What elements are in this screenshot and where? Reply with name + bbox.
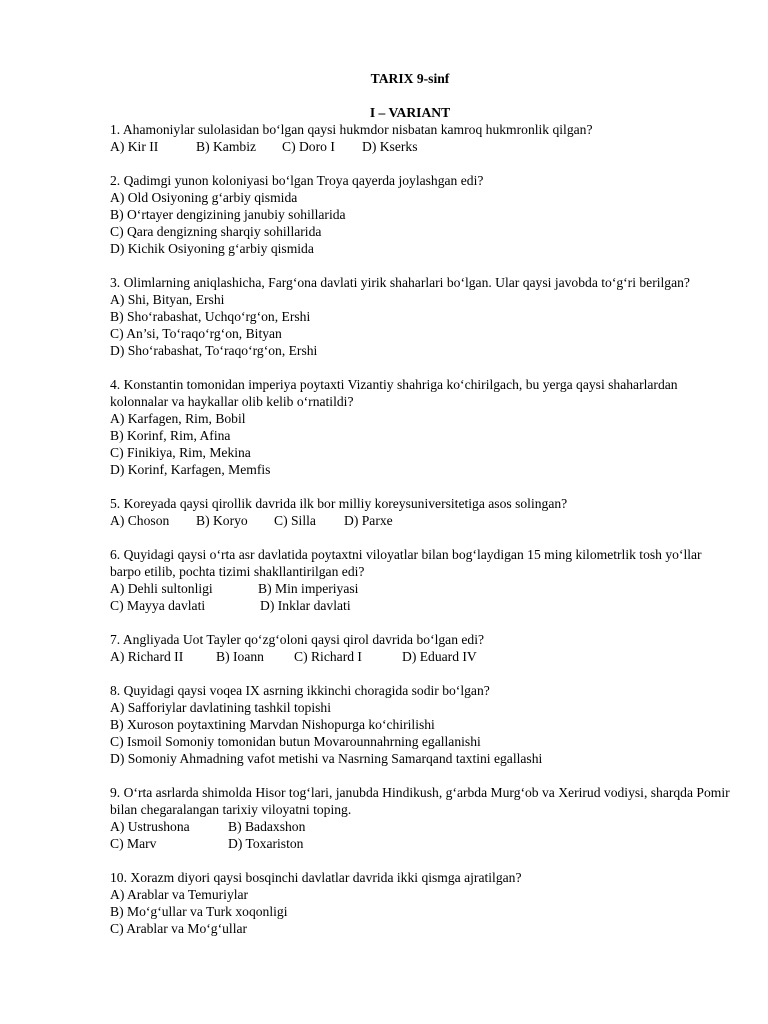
question-text: 5. Koreyada qaysi qirollik davrida ilk bor milliy koreysuniversitetiga asos solingan? [110, 496, 568, 511]
answer-option: A) Kir II [110, 139, 159, 154]
answer-option: A) Arablar va Temuriylar [110, 887, 249, 902]
question-text: 3. Olimlarning aniqlashicha, Farg‘ona davlati yirik shaharlari bo‘lgan. Ular qaysi javobda to‘g‘ri berilgan? [110, 275, 690, 290]
question-6 [110, 546, 730, 614]
answer-option: A) Safforiylar davlatining tashkil topishi [110, 700, 331, 715]
answer-options [110, 648, 730, 665]
answer-options [110, 597, 730, 614]
question-text: 10. Xorazm diyori qaysi bosqinchi davlatlar davrida ikki qismga ajratilgan? [110, 870, 522, 885]
answer-option: D) Korinf, Karfagen, Memfis [110, 462, 271, 477]
answer-options [110, 580, 730, 597]
question-5 [110, 495, 730, 529]
answer-option: D) Inklar davlati [260, 598, 351, 613]
answer-option: B) Kambiz [196, 139, 257, 154]
question-8 [110, 682, 730, 767]
question-7 [110, 631, 730, 665]
answer-option: C) Ismoil Somoniy tomonidan butun Movarounnahrning egallanishi [110, 734, 481, 749]
answer-option: A) Ustrushona [110, 819, 190, 834]
answer-option: D) Sho‘rabashat, To‘raqo‘rg‘on, Ershi [110, 343, 318, 358]
answer-option: A) Old Osiyoning g‘arbiy qismida [110, 190, 298, 205]
answer-option: B) Min imperiyasi [258, 581, 359, 596]
answer-option: B) Koryo [196, 513, 248, 528]
question-text: 8. Quyidagi qaysi voqea IX asrning ikkinchi choragida sodir bo‘lgan? [110, 683, 490, 698]
answer-option: B) Badaxshon [228, 819, 306, 834]
question-text: 9. O‘rta asrlarda shimolda Hisor tog‘lari, janubda Hindikush, g‘arbda Murg‘ob va Xerirud vodiysi, sharqda Pomir bilan chegaralangan tarixiy viloyatni toping. [110, 785, 730, 817]
question-text: 1. Ahamoniylar sulolasidan bo‘lgan qaysi hukmdor nisbatan kamroq hukmronlik qilgan? [110, 122, 593, 137]
answer-option: D) Somoniy Ahmadning vafot metishi va Nasrning Samarqand taxtini egallashi [110, 751, 543, 766]
question-text: 7. Angliyada Uot Tayler qo‘zg‘oloni qaysi qirol davrida bo‘lgan edi? [110, 632, 485, 647]
document-title: TARIX 9-sinf [370, 71, 450, 86]
answer-option: D) Parxe [344, 513, 393, 528]
answer-option: C) Arablar va Mo‘g‘ullar [110, 921, 248, 936]
answer-option: D) Kichik Osiyoning g‘arbiy qismida [110, 241, 314, 256]
answer-option: D) Kserks [362, 139, 418, 154]
answer-option: A) Shi, Bityan, Ershi [110, 292, 225, 307]
answer-option: A) Richard II [110, 649, 184, 664]
question-9 [110, 784, 730, 852]
answer-option: B) Ioann [216, 649, 264, 664]
answer-option: B) Korinf, Rim, Afina [110, 428, 231, 443]
question-text: 4. Konstantin tomonidan imperiya poytaxti Vizantiy shahriga ko‘chirilgach, bu yerga qaysi shaharlardan kolonnalar va haykallar olib kelib o‘rnatildi? [110, 377, 678, 409]
answer-option: C) An’si, To‘raqo‘rg‘on, Bityan [110, 326, 282, 341]
question-4 [110, 376, 730, 478]
variant-heading: I – VARIANT [369, 105, 451, 120]
answer-options [110, 138, 730, 155]
answer-options [110, 512, 730, 529]
answer-option: B) Sho‘rabashat, Uchqo‘rg‘on, Ershi [110, 309, 311, 324]
question-1 [110, 121, 730, 155]
answer-options [110, 835, 730, 852]
question-10 [110, 869, 730, 937]
answer-option: C) Finikiya, Rim, Mekina [110, 445, 251, 460]
answer-option: B) O‘rtayer dengizining janubiy sohillarida [110, 207, 346, 222]
question-3 [110, 274, 730, 359]
answer-option: C) Richard I [294, 649, 362, 664]
answer-option: D) Eduard IV [402, 649, 477, 664]
answer-option: A) Karfagen, Rim, Bobil [110, 411, 246, 426]
answer-option: C) Mayya davlati [110, 598, 206, 613]
answer-option: A) Dehli sultonligi [110, 581, 213, 596]
question-text: 6. Quyidagi qaysi o‘rta asr davlatida poytaxtni viloyatlar bilan bog‘laydigan 15 ming kilometrlik tosh yo‘llar barpo etilib, pochta tizimi shakllantirilgan edi? [110, 547, 702, 579]
answer-option: B) Xuroson poytaxtining Marvdan Nishopurga ko‘chirilishi [110, 717, 435, 732]
answer-option: C) Marv [110, 836, 157, 851]
question-2 [110, 172, 730, 257]
answer-options [110, 818, 730, 835]
answer-option: D) Toxariston [228, 836, 304, 851]
answer-option: C) Qara dengizning sharqiy sohillarida [110, 224, 322, 239]
question-text: 2. Qadimgi yunon koloniyasi bo‘lgan Troya qayerda joylashgan edi? [110, 173, 484, 188]
answer-option: C) Doro I [282, 139, 335, 154]
answer-option: A) Choson [110, 513, 170, 528]
document-page [110, 70, 730, 954]
answer-option: C) Silla [274, 513, 316, 528]
answer-option: B) Mo‘g‘ullar va Turk xoqonligi [110, 904, 288, 919]
